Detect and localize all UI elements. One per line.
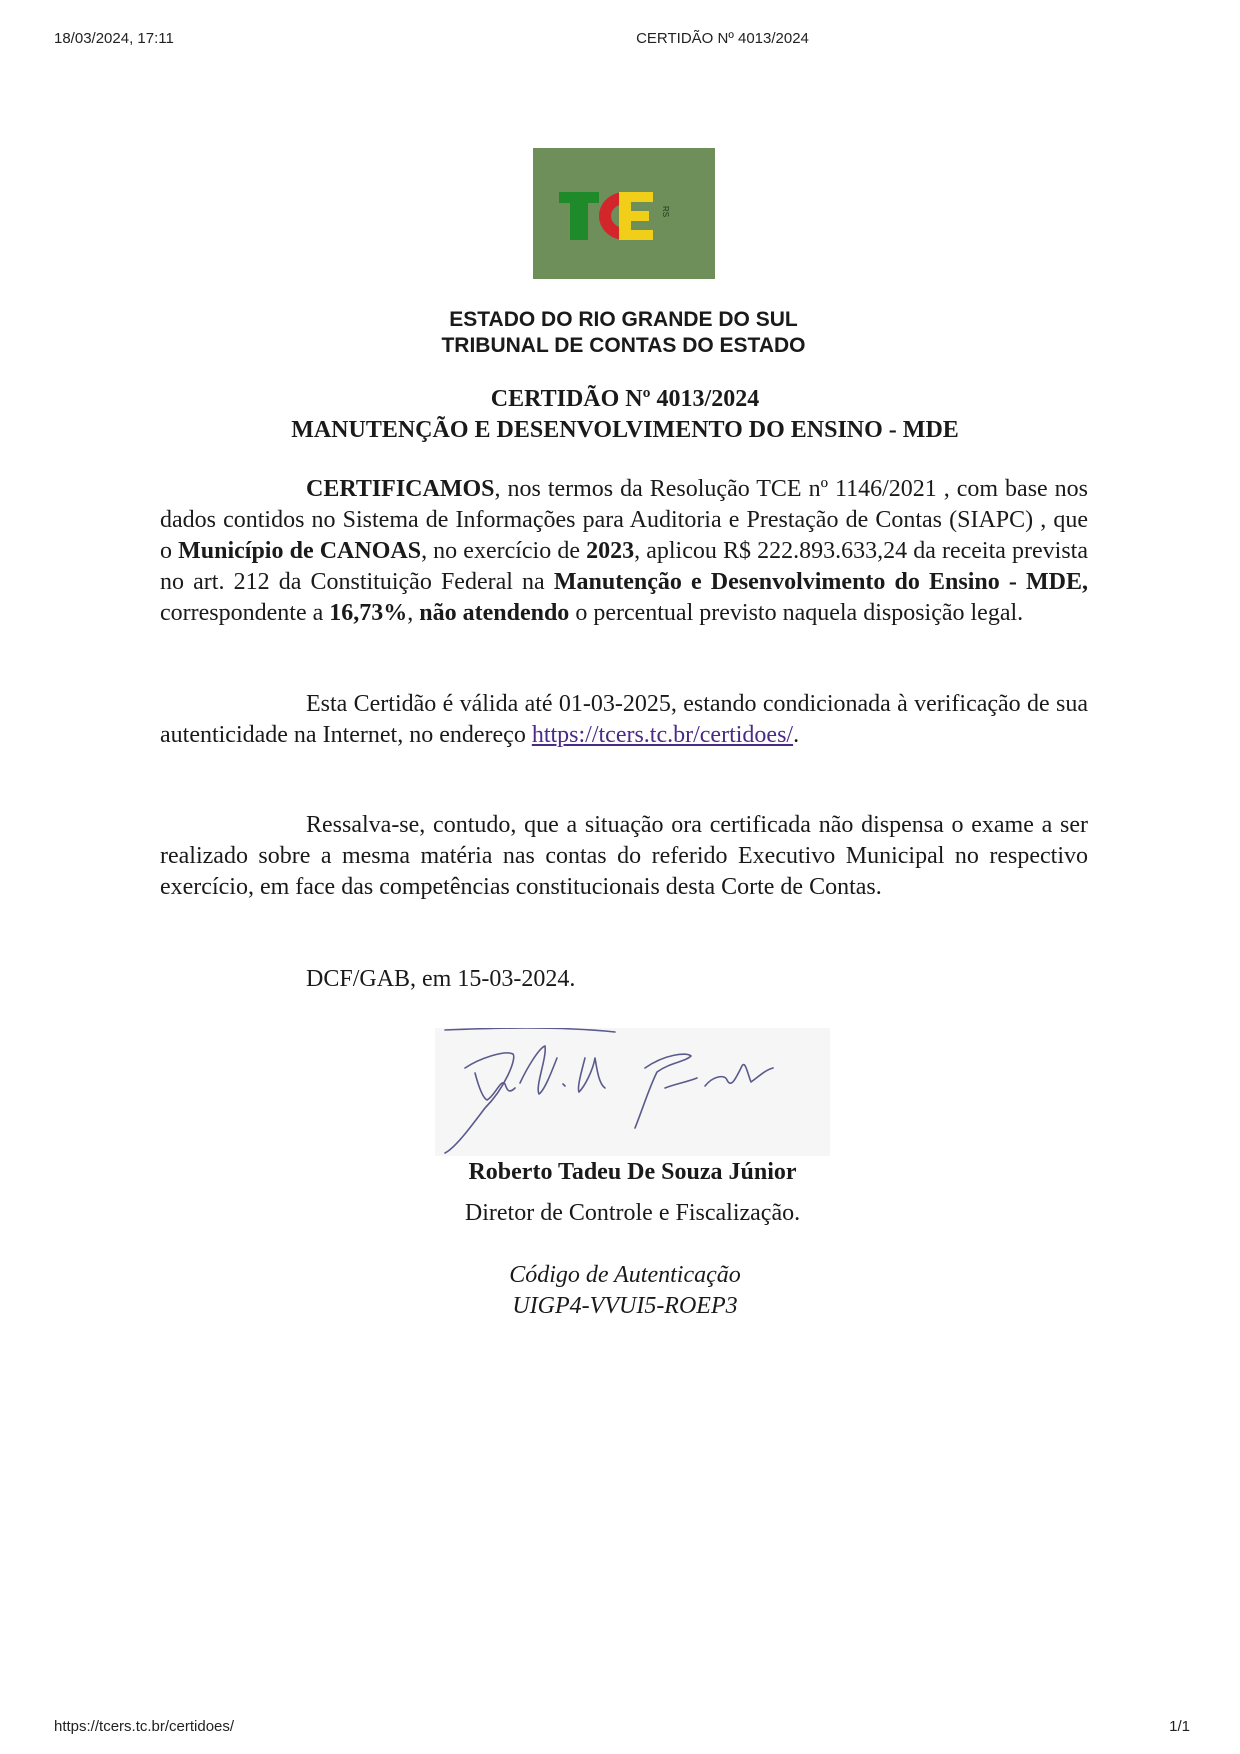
p1-text-5: ,	[407, 600, 414, 626]
signature-image	[435, 1028, 830, 1156]
certificate-subject: MANUTENÇÃO E DESENVOLVIMENTO DO ENSINO - MDE	[291, 417, 959, 443]
authentication-block	[0, 1260, 1240, 1322]
state-name: ESTADO DO RIO GRANDE DO SUL	[449, 308, 798, 331]
print-doc-label: CERTIDÃO Nº 4013/2024	[636, 30, 809, 47]
logo-small-text: RS	[661, 206, 670, 218]
certificate-title	[0, 384, 1240, 446]
authentication-label: Código de Autenticação	[509, 1262, 741, 1288]
signer-role: Diretor de Controle e Fiscalização.	[464, 1200, 801, 1226]
disclaimer-paragraph: Ressalva-se, contudo, que a situação ora certificada não dispensa o exame a ser realizado sobre a mesma matéria nas contas do referido Executivo Municipal no respectivo exercício, em face das competências constitucionais desta Corte de Contas.	[160, 812, 1088, 900]
validity-paragraph	[160, 689, 1088, 751]
municipality: Município de CANOAS	[178, 538, 422, 564]
p1-text-1: , nos termos da Resolução TCE nº 1146/2021 , com base nos dados contidos no Sistema de Informações para Auditoria e Prestação de Contas (SIAPC) , que o	[160, 476, 1088, 564]
print-footer	[0, 1718, 1240, 1738]
place-date: DCF/GAB, em 15-03-2024.	[306, 966, 576, 992]
print-header	[0, 30, 1240, 50]
compliance-status: não atendendo	[419, 600, 570, 626]
footer-url: https://tcers.tc.br/certidoes/	[54, 1718, 235, 1735]
program-name: Manutenção e Desenvolvimento do Ensino - MDE,	[553, 569, 1088, 595]
tce-logo	[533, 148, 715, 279]
page-number: 1/1	[1169, 1718, 1190, 1735]
certificate-number: CERTIDÃO Nº 4013/2024	[490, 386, 760, 412]
print-datetime: 18/03/2024, 17:11	[54, 30, 174, 47]
applied-percent: 16,73%	[329, 600, 408, 626]
fiscal-year: 2023	[586, 538, 635, 564]
p1-text-3: , aplicou R$ 222.893.633,24 da receita prevista no art. 212 da Constituição Federal na	[160, 538, 1089, 595]
p2-text-2: .	[793, 722, 800, 748]
p2-text-1: Esta Certidão é válida até 01-03-2025, estando condicionada à verificação de sua autenticidade na Internet, no endereço	[160, 691, 1088, 748]
court-name: TRIBUNAL DE CONTAS DO ESTADO	[441, 334, 806, 357]
certify-lead: CERTIFICAMOS	[306, 476, 495, 502]
logo-text: TCE	[539, 274, 541, 275]
organization-header	[0, 307, 1240, 359]
p1-text-2: , no exercício de	[421, 538, 587, 564]
p1-text-6: o percentual previsto naquela disposição legal.	[569, 600, 1024, 626]
p1-text-4: correspondente a	[160, 600, 330, 626]
certification-paragraph	[160, 474, 1088, 629]
verification-link[interactable]: https://tcers.tc.br/certidoes/	[531, 722, 794, 748]
signer-name: Roberto Tadeu De Souza Júnior	[468, 1159, 797, 1185]
authentication-code: UIGP4-VVUI5-ROEP3	[512, 1293, 738, 1319]
